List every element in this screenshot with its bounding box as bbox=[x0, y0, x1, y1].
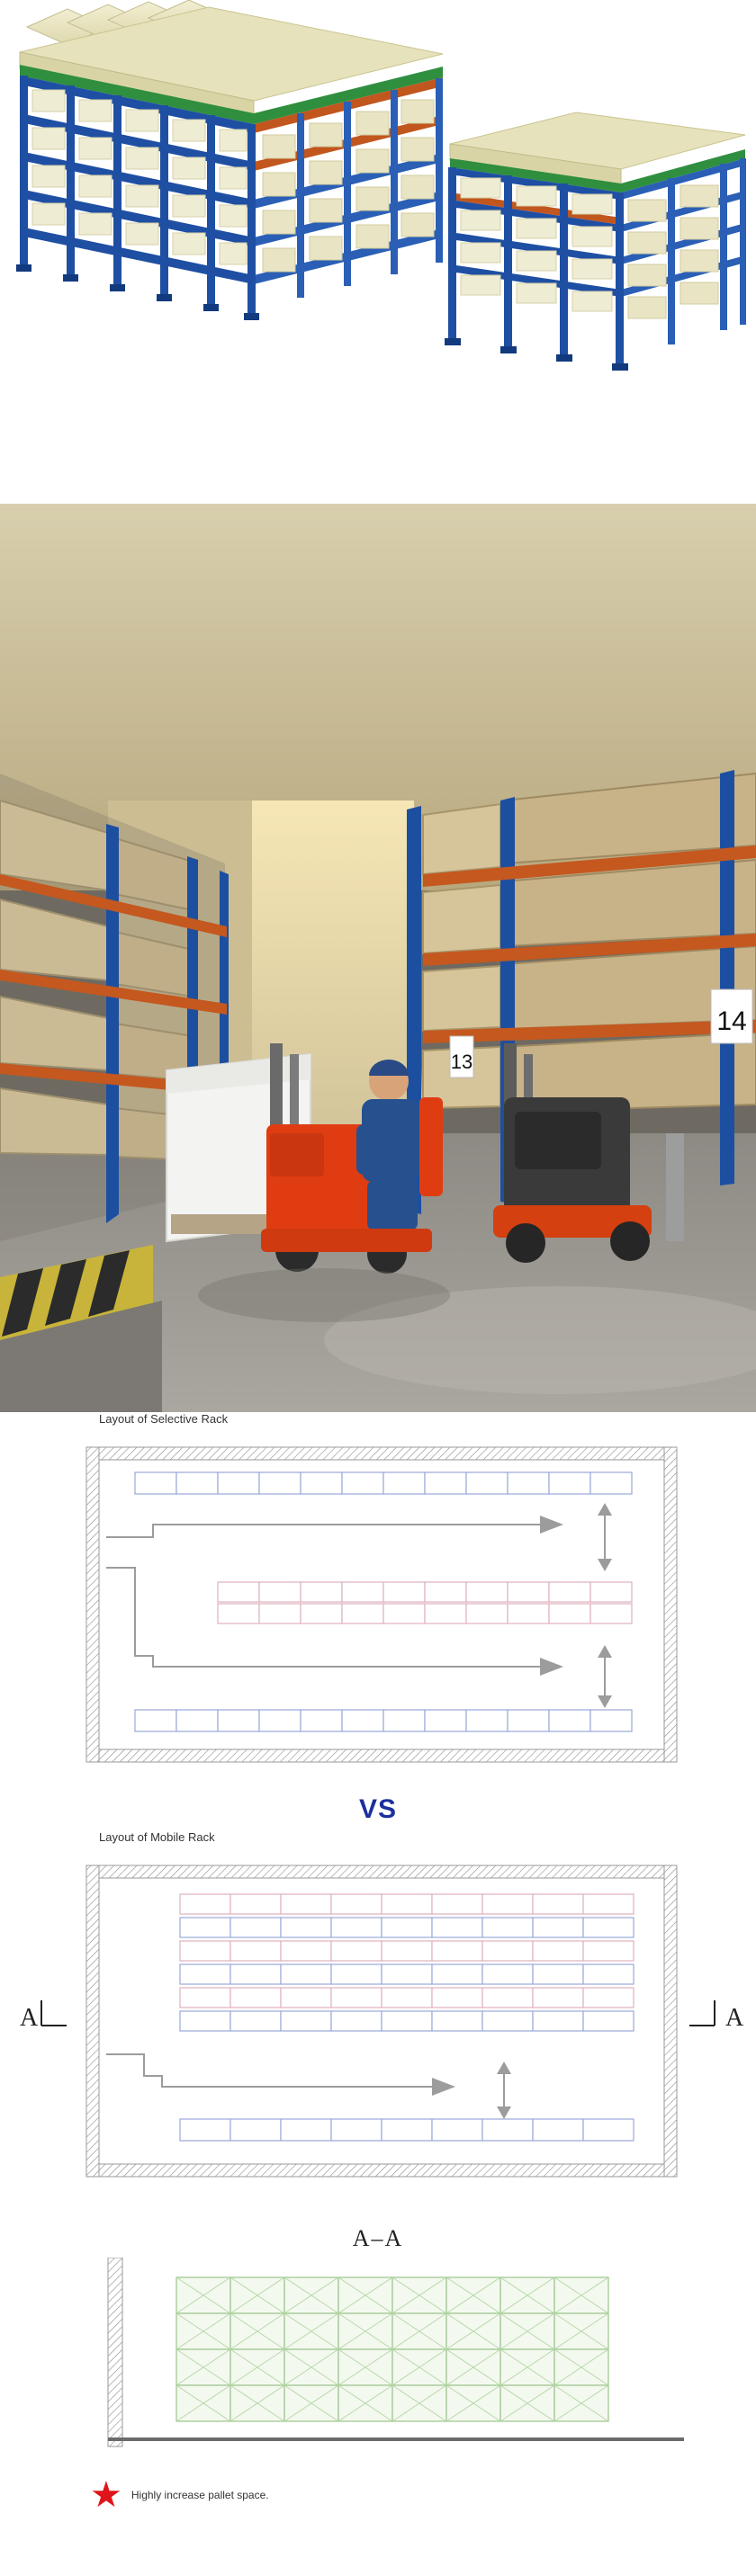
section-label-left: A bbox=[20, 2004, 39, 2032]
section-label-right: A bbox=[725, 2004, 744, 2032]
vs-label: VS bbox=[358, 1794, 398, 1824]
aa-elevation-svg bbox=[0, 2258, 756, 2464]
aa-elevation bbox=[0, 2258, 756, 2464]
mobile-layout-title: Layout of Mobile Rack bbox=[99, 1830, 215, 1844]
selective-rack-plan bbox=[0, 1431, 756, 1782]
selective-layout-title: Layout of Selective Rack bbox=[99, 1412, 229, 1426]
mobile-plan-svg bbox=[0, 1849, 756, 2209]
warehouse-photo bbox=[0, 504, 756, 1412]
rack-3d-illustration bbox=[0, 0, 756, 504]
star-icon: ★ bbox=[90, 2475, 122, 2515]
mobile-rack-plan bbox=[0, 1849, 756, 2209]
section-aa-title: A–A bbox=[352, 2225, 404, 2251]
footer-note bbox=[0, 2464, 756, 2529]
footer-text: Highly increase pallet space. bbox=[130, 2489, 269, 2501]
aisle-sign-13: 13 bbox=[450, 1051, 473, 1073]
layout-diagrams bbox=[0, 1412, 756, 2551]
selective-plan-svg bbox=[0, 1431, 756, 1782]
warehouse-photo-svg bbox=[0, 504, 756, 1412]
rack-3d-svg bbox=[0, 0, 756, 504]
aisle-sign-14: 14 bbox=[716, 1006, 747, 1036]
